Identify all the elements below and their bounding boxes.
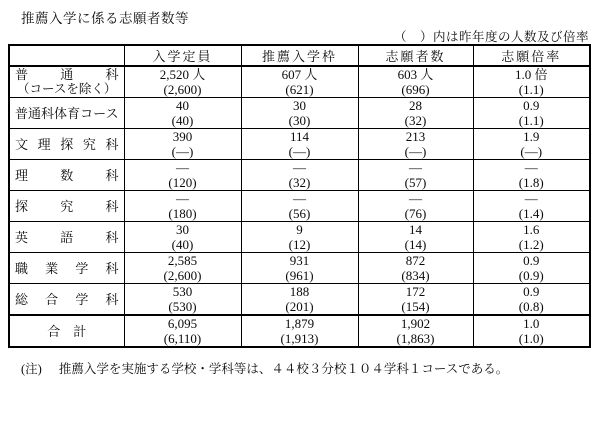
previous-value: (1.0): [518, 331, 544, 346]
table-row: [9, 222, 590, 253]
current-value: 172: [405, 284, 426, 299]
current-value: 213: [405, 129, 426, 144]
footnote-label: (注): [21, 362, 42, 376]
value-cell: [241, 191, 358, 222]
label-cell: [9, 284, 124, 316]
current-value: 6,095: [167, 316, 198, 331]
previous-value: (1.1): [518, 82, 544, 97]
row-sublabel: （コースを除く）: [17, 82, 117, 96]
table-row: [9, 284, 590, 316]
value-cell: [473, 160, 590, 191]
value-cell: [124, 66, 241, 98]
previous-value: (1,913): [280, 331, 319, 346]
value-cell: [358, 98, 473, 129]
value-cell: [358, 129, 473, 160]
previous-value: (1.1): [518, 113, 544, 128]
current-value: 603 人: [397, 67, 434, 82]
row-label: 文理探究科: [15, 136, 119, 152]
table-row: [9, 66, 590, 98]
current-value: 530: [172, 284, 193, 299]
previous-value: (—): [520, 144, 543, 159]
value-cell: [358, 315, 473, 347]
value-cell: [124, 191, 241, 222]
current-value: 1.9: [523, 129, 540, 144]
legend-note: （ ）内は昨年度の人数及び倍率: [393, 30, 589, 44]
current-value: 1.0: [523, 316, 540, 331]
current-value: 607 人: [281, 67, 318, 82]
row-label: 普通科体育コース: [15, 105, 119, 121]
current-value: —: [293, 160, 306, 175]
previous-value: (696): [401, 82, 430, 97]
header-row: [9, 45, 590, 66]
value-cell: [473, 315, 590, 347]
value-cell: [241, 98, 358, 129]
value-cell: [473, 284, 590, 316]
value-cell: [358, 253, 473, 284]
previous-value: (—): [288, 144, 311, 159]
current-value: 1,879: [284, 316, 315, 331]
value-cell: [241, 315, 358, 347]
value-cell: [473, 66, 590, 98]
footnote-text: 推薦入学を実施する学校・学科等は、４４校３分校１０４学科１コースである。: [58, 362, 509, 376]
previous-value: (0.9): [518, 268, 544, 283]
current-value: —: [524, 160, 538, 175]
table-row: [9, 253, 590, 284]
table-row: [9, 129, 590, 160]
value-cell: [124, 222, 241, 253]
value-cell: [241, 222, 358, 253]
previous-value: (1.8): [518, 175, 544, 190]
previous-value: (621): [285, 82, 314, 97]
value-cell: [358, 66, 473, 98]
label-cell: [9, 315, 124, 347]
current-value: 0.9: [523, 284, 540, 299]
row-label: 英語科: [15, 229, 119, 245]
current-value: 114: [289, 129, 310, 144]
value-cell: [473, 98, 590, 129]
value-cell: [473, 129, 590, 160]
column-header-blank: [9, 45, 124, 66]
page-title: 推薦入学に係る志願者数等: [21, 11, 189, 26]
value-cell: [124, 284, 241, 316]
current-value: —: [176, 191, 189, 206]
current-value: —: [293, 191, 306, 206]
row-label: 総合学科: [15, 291, 119, 307]
previous-value: (14): [404, 237, 427, 252]
label-cell: [9, 129, 124, 160]
current-value: 1.0 倍: [514, 67, 548, 82]
current-value: 0.9: [523, 98, 540, 113]
previous-value: (57): [404, 175, 427, 190]
row-label: 合 計: [47, 323, 87, 339]
value-cell: [241, 160, 358, 191]
previous-value: (56): [288, 206, 311, 221]
current-value: 1,902: [400, 316, 431, 331]
current-value: 1.6: [523, 222, 540, 237]
current-value: 2,585: [167, 253, 198, 268]
row-label: 普通科: [15, 67, 119, 82]
column-header-quota: 推薦入学枠: [241, 45, 358, 66]
value-cell: [473, 222, 590, 253]
value-cell: [124, 160, 241, 191]
previous-value: (12): [288, 237, 311, 252]
table-row: [9, 191, 590, 222]
value-cell: [358, 160, 473, 191]
previous-value: (40): [171, 113, 194, 128]
current-value: 30: [176, 222, 189, 237]
label-cell: [9, 191, 124, 222]
previous-value: (1,863): [396, 331, 435, 346]
row-label: 探究科: [15, 198, 119, 214]
current-value: —: [524, 191, 538, 206]
previous-value: (154): [401, 299, 430, 314]
current-value: 0.9: [523, 253, 540, 268]
value-cell: [358, 222, 473, 253]
current-value: 390: [172, 129, 193, 144]
value-cell: [124, 98, 241, 129]
previous-value: (2,600): [163, 268, 202, 283]
previous-value: (201): [285, 299, 314, 314]
previous-value: (32): [288, 175, 311, 190]
previous-value: (30): [288, 113, 311, 128]
value-cell: [124, 253, 241, 284]
label-cell: [9, 222, 124, 253]
current-value: —: [409, 160, 422, 175]
previous-value: (2,600): [163, 82, 202, 97]
value-cell: [241, 66, 358, 98]
current-value: 188: [289, 284, 310, 299]
value-cell: [124, 315, 241, 347]
current-value: 28: [409, 98, 422, 113]
row-label: 理数科: [15, 167, 119, 183]
value-cell: [241, 129, 358, 160]
previous-value: (1.4): [518, 206, 544, 221]
current-value: —: [409, 191, 422, 206]
current-value: 2,520 人: [159, 67, 206, 82]
current-value: 40: [176, 98, 189, 113]
previous-value: (32): [404, 113, 427, 128]
current-value: 931: [289, 253, 310, 268]
footnote: [21, 359, 508, 377]
column-header-ratio: 志願倍率: [473, 45, 590, 66]
previous-value: (530): [168, 299, 197, 314]
current-value: 14: [409, 222, 422, 237]
previous-value: (40): [171, 237, 194, 252]
current-value: 30: [293, 98, 306, 113]
value-cell: [241, 284, 358, 316]
previous-value: (120): [168, 175, 197, 190]
table-row: [9, 98, 590, 129]
column-header-capacity: 入学定員: [124, 45, 241, 66]
value-cell: [124, 129, 241, 160]
value-cell: [358, 284, 473, 316]
previous-value: (834): [401, 268, 430, 283]
previous-value: (180): [168, 206, 197, 221]
label-cell: [9, 66, 124, 98]
total-row: [9, 315, 590, 347]
column-header-applicants: 志願者数: [358, 45, 473, 66]
applicants-table: [8, 44, 591, 348]
current-value: —: [176, 160, 189, 175]
label-cell: [9, 253, 124, 284]
value-cell: [241, 253, 358, 284]
current-value: 872: [405, 253, 426, 268]
value-cell: [473, 191, 590, 222]
label-cell: [9, 160, 124, 191]
current-value: 9: [296, 222, 303, 237]
previous-value: (6,110): [163, 331, 202, 346]
previous-value: (1.2): [518, 237, 544, 252]
previous-value: (—): [404, 144, 427, 159]
value-cell: [358, 191, 473, 222]
row-label: 職業学科: [15, 260, 119, 276]
previous-value: (961): [285, 268, 314, 283]
value-cell: [473, 253, 590, 284]
table-row: [9, 160, 590, 191]
previous-value: (0.8): [518, 299, 544, 314]
previous-value: (76): [404, 206, 427, 221]
previous-value: (—): [171, 144, 194, 159]
label-cell: [9, 98, 124, 129]
